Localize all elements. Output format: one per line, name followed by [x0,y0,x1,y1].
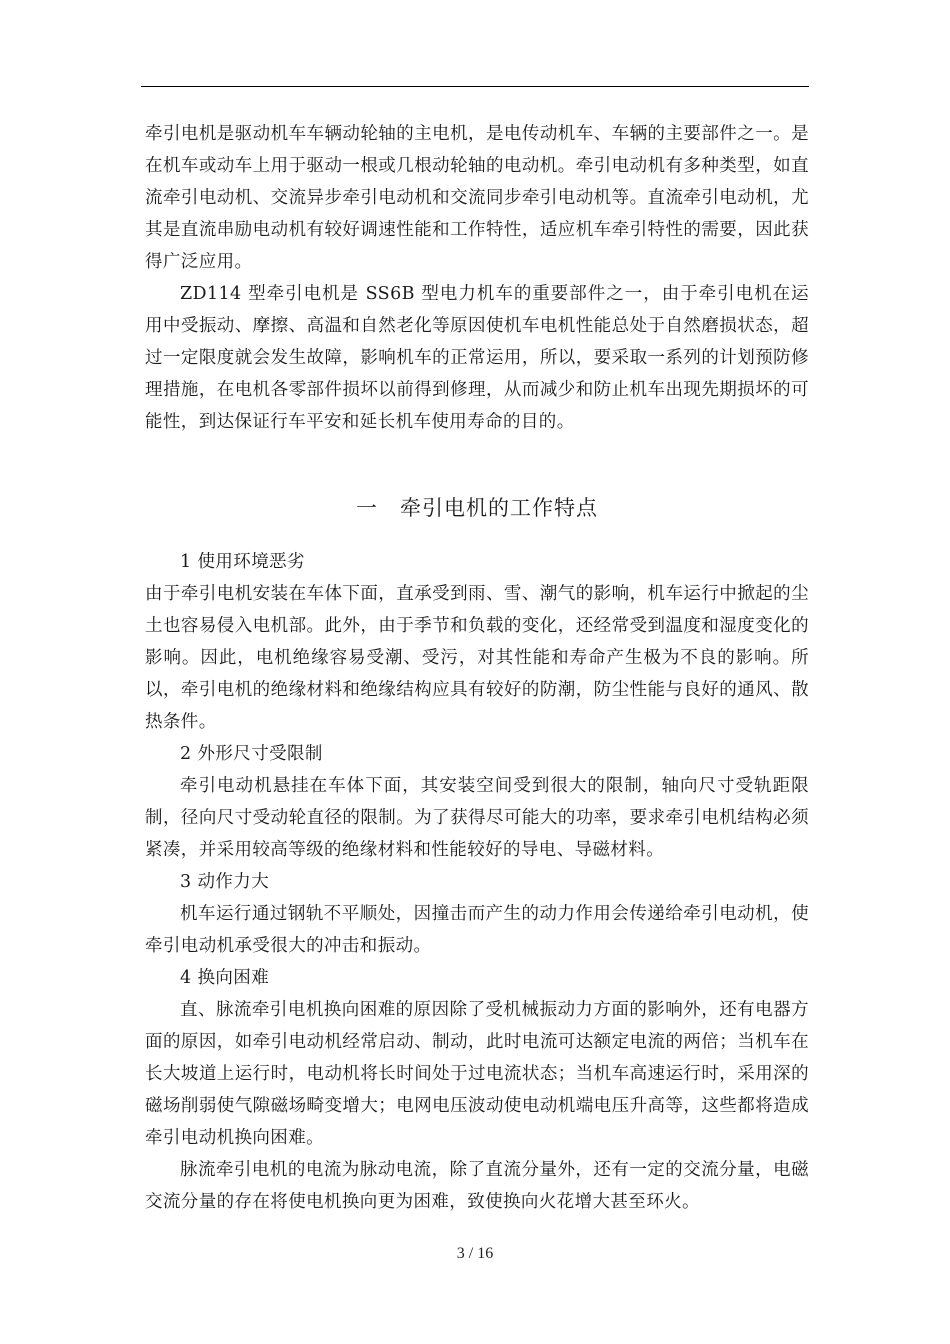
section-number: 一 [356,496,378,520]
item-4-paragraph-1: 直、脉流牵引电机换向困难的原因除了受机械振动力方面的影响外，还有电器方面的原因，如牵引电动机经常启动、制动，此时电流可达额定电流的两倍；当机车在长大坡道上运行时，电动机将长时间处于过电流状态；当机车高速运行时，采用深的磁场削弱使气隙磁场畸变增大；电网电压波动使电动机端电压升高等，这些都将造成牵引电动机换向困难。 [145,1000,809,1148]
intro-paragraph-2: ZD114 型牵引电机是 SS6B 型电力机车的重要部件之一，由于牵引电机在运用中受振动、摩擦、高温和自然老化等原因使机车电机性能总处于自然磨损状态，超过一定限度就会发生故障，影响机车的正常运用，所以，要采取一系列的计划预防修理措施，在电机各零部件损坏以前得到修理，从而减少和防止机车出现先期损坏的可能性，到达保证行车平安和延长机车使用寿命的目的。 [145,284,809,432]
item-4-heading: 4 换向困难 [180,968,270,988]
page-number: 3 / 16 [456,1245,494,1262]
item-3-heading: 3 动作力大 [180,872,270,892]
header-rule [141,86,809,87]
item-3-paragraph-1: 机车运行通过钢轨不平顺处，因撞击而产生的动力作用会传递给牵引电动机，使牵引电动机承受很大的冲击和振动。 [145,904,809,956]
item-1-paragraph-1: 由于牵引电机安装在车体下面，直承受到雨、雪、潮气的影响，机车运行中掀起的尘土也容易侵入电机部。此外，由于季节和负载的变化，还经常受到温度和湿度变化的影响。因此，电机绝缘容易受潮、受污，对其性能和寿命产生极为不良的影响。所以，牵引电机的绝缘材料和绝缘结构应具有较好的防潮，防尘性能与良好的通风、散热条件。 [145,584,809,732]
section-title [145,492,809,524]
item-4-paragraph-2: 脉流牵引电机的电流为脉动电流，除了直流分量外，还有一定的交流分量，电磁交流分量的存在将使电机换向更为困难，致使换向火花增大甚至环火。 [145,1160,809,1212]
item-1-heading: 1 使用环境恶劣 [180,552,305,572]
section-title-text: 牵引电机的工作特点 [400,496,598,520]
intro-paragraph-1: 牵引电机是驱动机车车辆动轮轴的主电机，是电传动机车、车辆的主要部件之一。是在机车或动车上用于驱动一根或几根动轮轴的电动机。牵引电动机有多种类型，如直流牵引电动机、交流异步牵引电动机和交流同步牵引电动机等。直流牵引电动机，尤其是直流串励电动机有较好调速性能和工作特性，适应机车牵引特性的需要，因此获得广泛应用。 [145,124,809,272]
item-2-heading: 2 外形尺寸受限制 [180,744,323,764]
document-body [145,118,809,1218]
item-2-paragraph-1: 牵引电动机悬挂在车体下面，其安装空间受到很大的限制，轴向尺寸受轨距限制，径向尺寸受动轮直径的限制。为了获得尽可能大的功率，要求牵引电机结构必须紧凑，并采用较高等级的绝缘材料和性能较好的导电、导磁材料。 [145,776,809,860]
